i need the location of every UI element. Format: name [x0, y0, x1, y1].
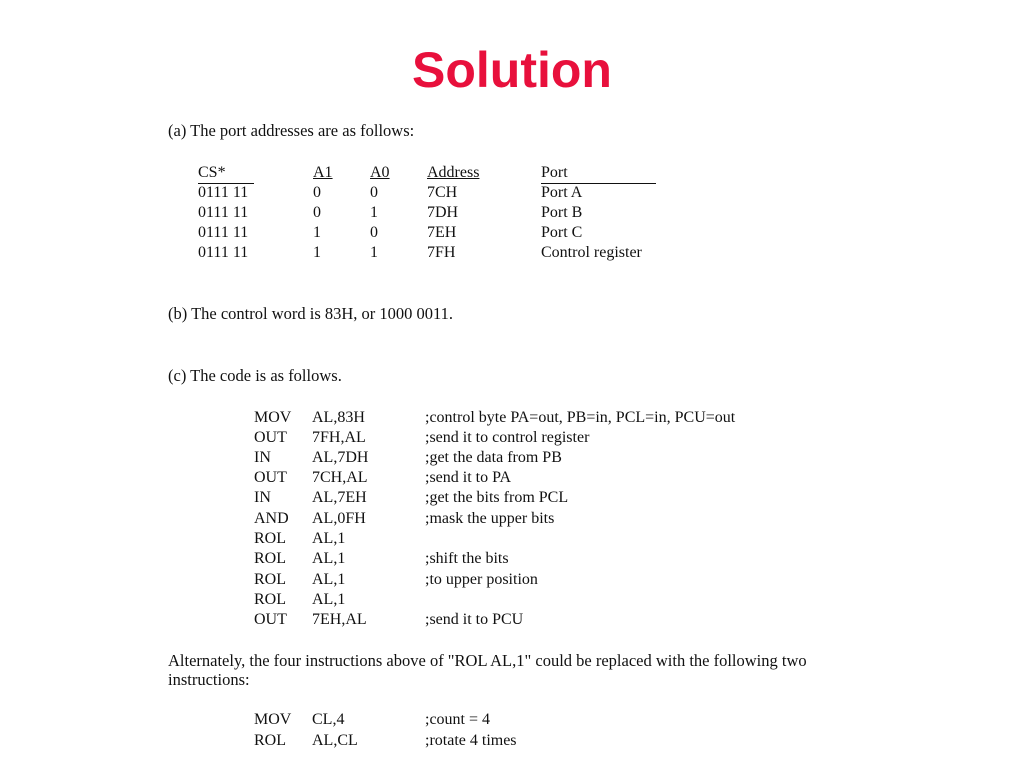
header-a1: A1 — [313, 164, 333, 181]
code-op: AND — [254, 510, 289, 527]
code-comment: ;send it to PCU — [425, 611, 524, 628]
code-op: MOV — [254, 409, 292, 426]
header-a0: A0 — [370, 164, 390, 181]
code-comment: ;get the data from PB — [425, 449, 562, 466]
code-op: OUT — [254, 469, 287, 486]
table-cell-cs: 0111 11 — [198, 244, 249, 261]
code-args: 7CH,AL — [312, 469, 368, 486]
table-cell-address: 7EH — [427, 224, 457, 241]
table-cell-port: Port C — [541, 224, 583, 241]
code-op: ROL — [254, 571, 286, 588]
code-args: AL,1 — [312, 591, 346, 608]
code-comment: ;count = 4 — [425, 711, 491, 728]
code-args: AL,CL — [312, 732, 358, 749]
part-a-intro: (a) The port addresses are as follows: — [168, 121, 415, 140]
table-cell-a1: 1 — [313, 244, 321, 261]
table-cell-a0: 1 — [370, 244, 378, 261]
table-cell-a0: 1 — [370, 204, 378, 221]
code-op: ROL — [254, 732, 286, 749]
code-comment: ;send it to PA — [425, 469, 512, 486]
code-args: CL,4 — [312, 711, 345, 728]
code-comment: ;mask the upper bits — [425, 510, 555, 527]
code-args: 7FH,AL — [312, 429, 366, 446]
table-cell-port: Port B — [541, 204, 583, 221]
alternate-text-line1: Alternately, the four instructions above of "ROL AL,1" could be replaced with the following two — [168, 651, 807, 670]
code-args: AL,7DH — [312, 449, 369, 466]
table-cell-cs: 0111 11 — [198, 204, 249, 221]
table-cell-address: 7FH — [427, 244, 456, 261]
header-cs: CS* — [198, 163, 254, 184]
part-b-text: (b) The control word is 83H, or 1000 0011. — [168, 304, 454, 323]
code-op: MOV — [254, 711, 292, 728]
code-comment: ;send it to control register — [425, 429, 590, 446]
table-cell-address: 7CH — [427, 184, 458, 201]
code-args: AL,83H — [312, 409, 365, 426]
table-cell-address: 7DH — [427, 204, 459, 221]
table-cell-a0: 0 — [370, 184, 378, 201]
code-comment: ;shift the bits — [425, 550, 509, 567]
table-cell-cs: 0111 11 — [198, 184, 249, 201]
header-address: Address — [427, 164, 480, 181]
code-op: ROL — [254, 591, 286, 608]
table-cell-a1: 0 — [313, 184, 321, 201]
table-cell-port: Control register — [541, 244, 642, 261]
code-op: IN — [254, 449, 271, 466]
code-op: OUT — [254, 611, 287, 628]
code-op: OUT — [254, 429, 287, 446]
code-args: AL,7EH — [312, 489, 367, 506]
code-comment: ;control byte PA=out, PB=in, PCL=in, PCU=out — [425, 409, 736, 426]
table-cell-a1: 0 — [313, 204, 321, 221]
code-args: AL,1 — [312, 550, 346, 567]
part-c-intro: (c) The code is as follows. — [168, 366, 342, 385]
header-port: Port — [541, 163, 656, 184]
code-comment: ;to upper position — [425, 571, 538, 588]
code-args: AL,0FH — [312, 510, 366, 527]
code-op: ROL — [254, 530, 286, 547]
code-comment: ;rotate 4 times — [425, 732, 517, 749]
table-cell-a1: 1 — [313, 224, 321, 241]
code-comment: ;get the bits from PCL — [425, 489, 569, 506]
code-args: AL,1 — [312, 530, 346, 547]
table-cell-port: Port A — [541, 184, 583, 201]
code-args: AL,1 — [312, 571, 346, 588]
code-args: 7EH,AL — [312, 611, 367, 628]
code-op: ROL — [254, 550, 286, 567]
table-cell-cs: 0111 11 — [198, 224, 249, 241]
alternate-text-line2: instructions: — [168, 670, 250, 689]
table-cell-a0: 0 — [370, 224, 378, 241]
slide-title: Solution — [412, 42, 612, 98]
code-op: IN — [254, 489, 271, 506]
